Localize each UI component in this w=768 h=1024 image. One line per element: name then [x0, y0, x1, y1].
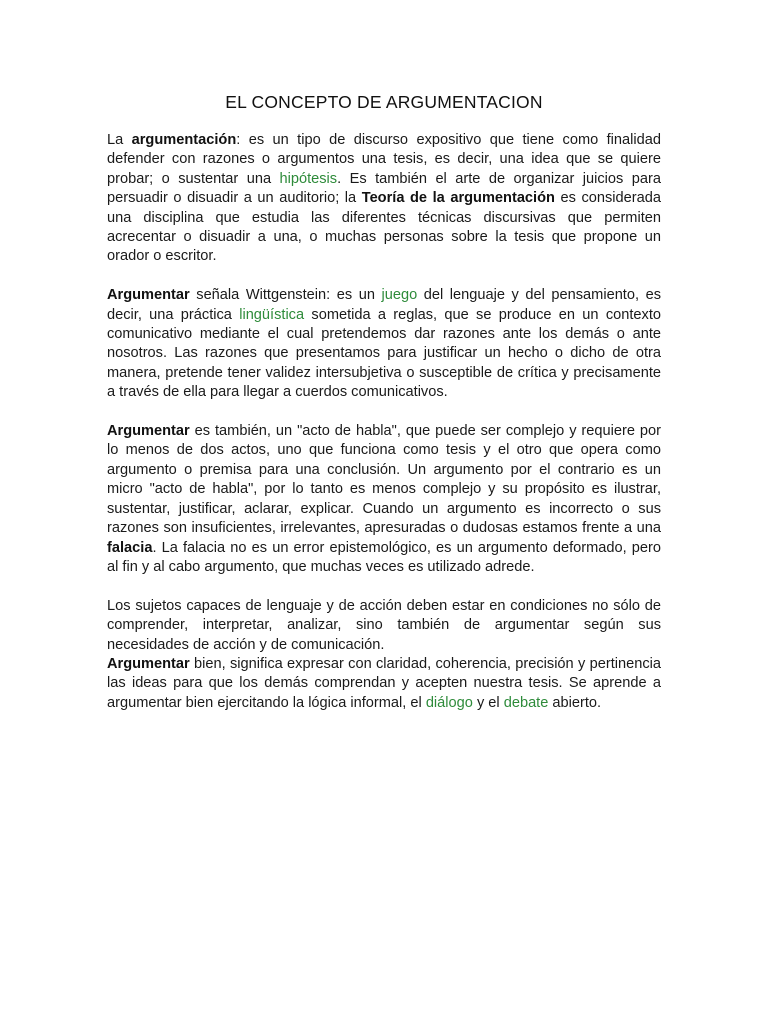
- paragraph-acto-de-habla: [107, 422, 661, 577]
- text: . La falacia no es un error epistemológico, es un argumento deformado, pero al fin y al cabo argumento, que muchas veces es utilizado adrede.: [107, 539, 661, 575]
- text: abierto.: [548, 694, 602, 711]
- document-title: EL CONCEPTO DE ARGUMENTACION: [225, 92, 543, 112]
- link-debate[interactable]: debate: [503, 694, 549, 711]
- text: . Es también el arte de organizar juicios para persuadir o disuadir a un auditorio; la: [107, 170, 661, 207]
- text: bien, significa expresar con claridad, coherencia, precisión y pertinencia las ideas para que los demás comprendan y acepten nuestra tesis. Se aprende a argumentar bien ejercitando la lógica informal, el: [107, 655, 661, 711]
- text: señala Wittgenstein: es un: [189, 287, 382, 304]
- paragraph-argumentar-bien: [107, 655, 661, 713]
- bold-term: Teoría de la argumentación: [361, 190, 555, 207]
- bold-term: falacia: [107, 539, 153, 556]
- text: y el: [472, 694, 504, 711]
- link-dialogo[interactable]: diálogo: [425, 694, 473, 711]
- paragraph-sujetos: [107, 597, 661, 655]
- paragraph-definition: [107, 131, 661, 267]
- text: sometida a reglas, que se produce en un contexto comunicativo mediante el cual pretendemos dar razones ante los demás o ante nosotros. Las razones que presentamos para justificar un hecho o dicho de otra manera, pretende tener validez intersubjetiva o susceptible de crítica y precisamente a través de ella para llegar a cuerdos comunicativos.: [107, 306, 661, 401]
- bold-term: argumentación: [131, 132, 237, 148]
- text: Los sujetos capaces de lenguaje y de acción deben estar en condiciones no sólo de comprender, interpretar, analizar, sino también de argumentar según sus necesidades de acción y de comunicación.: [107, 597, 661, 653]
- text: es considerada una disciplina que estudia las diferentes técnicas discursivas que permiten acrecentar o disuadir a una, o muchas personas sobre la tesis que propone un orador o escritor.: [107, 190, 661, 265]
- text: La: [107, 132, 132, 148]
- bold-term: Argumentar: [107, 287, 190, 304]
- text: es también, un "acto de habla", que puede ser complejo y requiere por lo menos de dos actos, uno que funciona como tesis y el otro que opera como argumento o premisa para una conclusión. Un argumento por el contrario es un micro "acto de habla", por lo tanto es menos complejo y su propósito es ilustrar, sustentar, justificar, aclarar, explicar. Cuando un argumento es incorrecto o sus razones son insuficientes, irrelevantes, apresuradas o dudosas estamos frente a una: [107, 423, 661, 537]
- spacer: [107, 267, 661, 286]
- paragraph-wittgenstein: [107, 286, 661, 402]
- spacer: [107, 577, 661, 596]
- link-linguistica[interactable]: lingüística: [239, 306, 305, 323]
- link-hipotesis[interactable]: hipótesis: [279, 170, 338, 187]
- text: : es un tipo de discurso expositivo que tiene como finalidad defender con razones o argumentos una tesis, es decir, una idea que se quiere probar; o sustentar una: [107, 132, 661, 187]
- bold-term: Argumentar: [107, 423, 190, 440]
- link-juego[interactable]: juego: [381, 287, 418, 304]
- document-page: [107, 92, 661, 713]
- bold-term: Argumentar: [107, 655, 190, 672]
- text: del lenguaje y del pensamiento, es decir, una práctica: [107, 287, 662, 323]
- spacer: [107, 403, 661, 422]
